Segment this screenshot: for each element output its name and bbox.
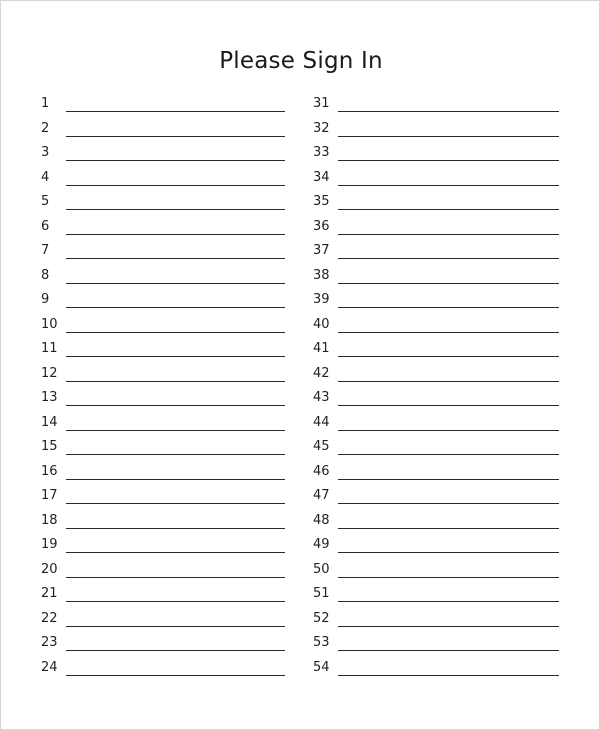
signature-row: [41, 633, 285, 657]
signature-row: [41, 94, 285, 118]
signature-line[interactable]: [66, 528, 285, 529]
row-number: 14: [41, 414, 58, 430]
signature-row: [41, 560, 285, 584]
signature-line[interactable]: [338, 307, 559, 308]
signature-line[interactable]: [338, 258, 559, 259]
signature-row: [41, 217, 285, 241]
signature-row: [41, 584, 285, 608]
signature-row: [41, 486, 285, 510]
signature-row: [41, 339, 285, 363]
signature-line[interactable]: [338, 381, 559, 382]
signature-line[interactable]: [338, 650, 559, 651]
signature-line[interactable]: [338, 601, 559, 602]
signature-line[interactable]: [338, 675, 559, 676]
signature-row: [41, 266, 285, 290]
row-number: 43: [313, 390, 330, 405]
row-number: 7: [41, 243, 50, 258]
row-number: 47: [313, 488, 330, 503]
signature-row: [313, 119, 559, 143]
row-number: 39: [313, 292, 330, 307]
signature-row: [313, 584, 559, 608]
signature-row: [313, 437, 559, 461]
row-number: 23: [41, 635, 58, 650]
signature-line[interactable]: [66, 479, 285, 480]
signature-line[interactable]: [338, 503, 559, 504]
signature-row: [313, 339, 559, 363]
signature-line[interactable]: [66, 160, 285, 161]
row-number: 15: [41, 439, 58, 454]
row-number: 31: [313, 96, 330, 111]
signature-row: [313, 143, 559, 167]
row-number: 45: [313, 439, 330, 454]
signature-row: [41, 192, 285, 216]
row-number: 51: [313, 586, 330, 601]
row-number: 16: [41, 463, 58, 479]
row-number: 54: [313, 659, 330, 675]
signature-row: [313, 413, 559, 437]
row-number: 38: [313, 267, 330, 283]
row-number: 12: [41, 365, 58, 381]
signature-row: [313, 535, 559, 559]
row-number: 2: [41, 120, 50, 136]
signature-line[interactable]: [66, 234, 285, 235]
signature-line[interactable]: [66, 552, 285, 553]
signature-row: [313, 633, 559, 657]
signature-line[interactable]: [338, 332, 559, 333]
signature-line[interactable]: [338, 430, 559, 431]
signature-row: [313, 609, 559, 633]
row-number: 33: [313, 145, 330, 160]
row-number: 40: [313, 316, 330, 332]
signature-line[interactable]: [66, 430, 285, 431]
page-title: Please Sign In: [219, 48, 383, 74]
row-number: 42: [313, 365, 330, 381]
signature-row: [41, 290, 285, 314]
signature-row: [41, 535, 285, 559]
row-number: 9: [41, 292, 50, 307]
signature-row: [41, 364, 285, 388]
signature-row: [41, 143, 285, 167]
signature-line[interactable]: [66, 503, 285, 504]
signature-row: [313, 511, 559, 535]
signature-line[interactable]: [66, 111, 285, 112]
signature-row: [41, 241, 285, 265]
row-number: 48: [313, 512, 330, 528]
signature-line[interactable]: [66, 454, 285, 455]
signature-line[interactable]: [338, 283, 559, 284]
signature-row: [41, 511, 285, 535]
signature-row: [313, 192, 559, 216]
row-number: 11: [41, 341, 58, 356]
row-number: 44: [313, 414, 330, 430]
row-number: 10: [41, 316, 58, 332]
signature-row: [41, 388, 285, 412]
signature-row: [41, 437, 285, 461]
signature-row: [313, 94, 559, 118]
signature-line[interactable]: [66, 136, 285, 137]
row-number: 1: [41, 96, 50, 111]
signature-line[interactable]: [66, 283, 285, 284]
row-number: 52: [313, 610, 330, 626]
signature-line[interactable]: [66, 601, 285, 602]
row-number: 46: [313, 463, 330, 479]
row-number: 41: [313, 341, 330, 356]
signature-line[interactable]: [338, 160, 559, 161]
signature-line[interactable]: [338, 209, 559, 210]
signature-line[interactable]: [338, 577, 559, 578]
signature-line[interactable]: [338, 552, 559, 553]
signature-line[interactable]: [66, 675, 285, 676]
signature-line[interactable]: [66, 381, 285, 382]
row-number: 13: [41, 390, 58, 405]
row-number: 8: [41, 267, 50, 283]
signature-row: [313, 388, 559, 412]
row-number: 22: [41, 610, 58, 626]
signature-row: [313, 658, 559, 682]
signature-line[interactable]: [338, 479, 559, 480]
row-number: 3: [41, 145, 50, 160]
signature-line[interactable]: [66, 307, 285, 308]
signature-line[interactable]: [66, 185, 285, 186]
signature-row: [313, 168, 559, 192]
signature-row: [313, 217, 559, 241]
row-number: 53: [313, 635, 330, 650]
signature-line[interactable]: [338, 454, 559, 455]
row-number: 49: [313, 537, 330, 552]
signature-row: [313, 266, 559, 290]
row-number: 36: [313, 218, 330, 234]
signature-row: [313, 462, 559, 486]
signature-row: [41, 609, 285, 633]
signature-line[interactable]: [66, 577, 285, 578]
signature-line[interactable]: [66, 626, 285, 627]
signature-line[interactable]: [338, 136, 559, 137]
signature-row: [41, 413, 285, 437]
row-number: 50: [313, 561, 330, 577]
signature-line[interactable]: [338, 528, 559, 529]
signature-row: [41, 119, 285, 143]
signature-line[interactable]: [338, 185, 559, 186]
row-number: 19: [41, 537, 58, 552]
signature-row: [41, 462, 285, 486]
row-number: 17: [41, 488, 58, 503]
signature-line[interactable]: [338, 356, 559, 357]
row-number: 20: [41, 561, 58, 577]
row-number: 18: [41, 512, 58, 528]
signature-line[interactable]: [338, 234, 559, 235]
signature-line[interactable]: [338, 405, 559, 406]
signature-line[interactable]: [66, 405, 285, 406]
row-number: 5: [41, 194, 50, 209]
signature-line[interactable]: [66, 209, 285, 210]
signature-row: [313, 560, 559, 584]
signature-line[interactable]: [338, 626, 559, 627]
signature-line[interactable]: [66, 258, 285, 259]
signature-row: [313, 486, 559, 510]
signature-row: [313, 315, 559, 339]
signature-row: [313, 241, 559, 265]
signature-line[interactable]: [66, 356, 285, 357]
signature-row: [41, 315, 285, 339]
signature-row: [41, 168, 285, 192]
signature-line[interactable]: [66, 650, 285, 651]
signature-line[interactable]: [66, 332, 285, 333]
signature-row: [313, 290, 559, 314]
signature-row: [313, 364, 559, 388]
row-number: 24: [41, 659, 58, 675]
row-number: 21: [41, 586, 58, 601]
signature-row: [41, 658, 285, 682]
row-number: 37: [313, 243, 330, 258]
row-number: 32: [313, 120, 330, 136]
row-number: 34: [313, 169, 330, 185]
row-number: 6: [41, 218, 50, 234]
signature-line[interactable]: [338, 111, 559, 112]
row-number: 4: [41, 169, 50, 185]
row-number: 35: [313, 194, 330, 209]
